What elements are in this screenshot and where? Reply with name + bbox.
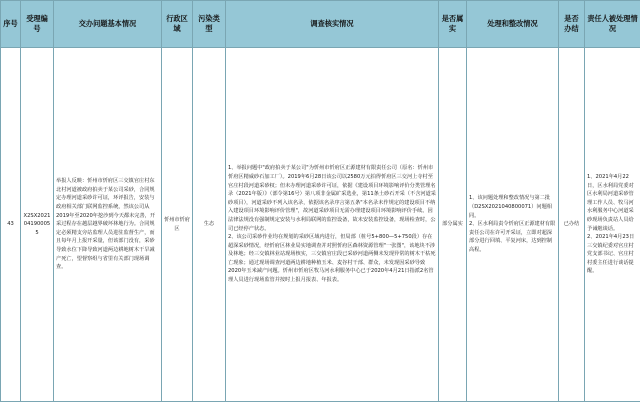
header-basic: 交办问题基本情况 [54,1,162,48]
header-investigation: 调查核实情况 [226,1,439,48]
header-handling: 处理和整改情况 [467,1,559,48]
header-closed: 是否办结 [559,1,585,48]
cell-responsible: 1、2021年4月22日，区水利局党委对区水利局河道采砂管理工作人员、牧马河水利服务中心河道采砂现场负责站人员给予诫勉谈话。 2、2021年4月23日三交镇纪委对官庄村党支部书记、官庄村村委主任进行谈话提醒。 [585,48,640,402]
table-row [1,48,640,402]
header-responsible: 责任人被处理情况 [585,1,640,48]
header-seq: 序号 [1,1,21,48]
cell-closed: 已办结 [559,48,585,402]
header-region: 行政区域 [162,1,193,48]
cell-region: 忻州市忻府区 [162,48,193,402]
cell-is-true: 部分属实 [439,48,467,402]
header-is-true: 是否属实 [439,1,467,48]
cell-basic: 举报人反映：忻州市忻府区三交镇官庄村东北村河道被政府拍卖于某公司采砂，合同规定办理河道采砂许可证，环评报告，安装与政府相关部门联网监控系统，然该公司从2019年至2020年挖沙到今天都未完善，开采过程存在越层越界破坏林地行为。合同规定必须精支旁站监理人员进驻监督生产，而且每年月上报开采量，但该部门没有，采砂导致水位下降导致河道两边耕地树木干旱减产死亡，望督察组与省里有关部门现场调查。 [54,48,162,402]
cell-handling: 1、该问题处理和整改情况与第二批（D2SX2021040800071）问题相同。 2、区水利局责令忻府区正源建材有限责任公司在许可开采证，立即对超深部分进行回填、平复河床，达到控制高程。 [467,48,559,402]
header-row [1,1,640,48]
cell-code: X2SX2021041900055 [21,48,54,402]
cell-investigation: 1、举报问题中"政府拍卖于某公司"为忻州市忻府区正源建材有限责任公司（原名：忻州市忻府区精威砂石加工厂）。2019年6月28日该公司以2580万元拍得忻府区三交河上寺村至官庄村段河道采砂权；但未办理河道采砂许可证，依据《建设项目环境影响评价分类管理名录（2021年版）》（部令第16号）第八项非金属矿采选业，第11条土砂石开采（不含河道采砂项目），河道采砂不列入该名录，依据该名录序言第五条"本名录未作规定的建设项目不纳入建设项目环境影响评价管理"，故河道采砂项目无需办理建设项目环境影响评价手续。因法律法规没有强制规定安装与水利局联网的监控设备，故未安装监控设备，现场检查时，公司已经停产状态。 2、该公司采砂作业均在规划的采砂区域内进行，但局部（桩号5+800—5+750段）存在超深采砂情况，经忻府区林业局实地调查并对照忻府区森林资源管理"一张图"，该地块不涉及林地；经三交镇林业站现场核实，三交镇官庄段已采砂河道两侧未发现异常的树木干枯死亡现象；通过现场调查河道两边耕地种植玉米、麦谷村干部、群众，未发现因采砂导致2020年玉米减产问题。忻州市忻府区牧马河水利服务中心已于2020年4月21日指派2名管理人员进行现场监管并按时上报月报表、年报表。 [226,48,439,402]
header-type: 污染类型 [193,1,226,48]
cell-seq: 43 [1,48,21,402]
header-code: 受理编号 [21,1,54,48]
cell-type: 生态 [193,48,226,402]
